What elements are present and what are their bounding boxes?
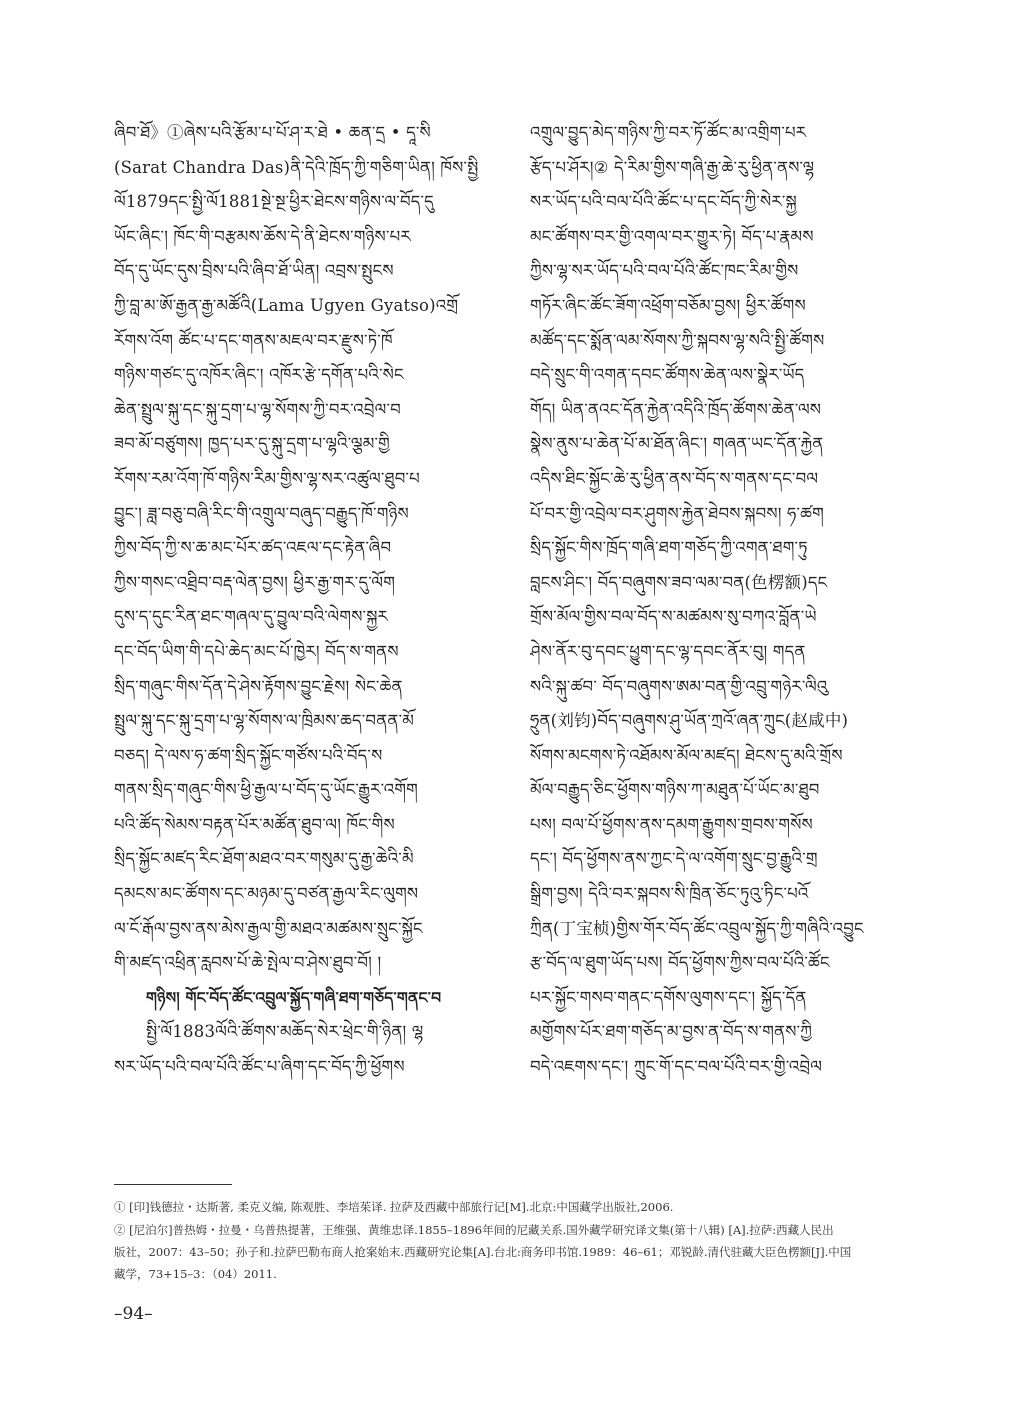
text-line: བདེ་སྲུང་གི་འགན་དབང་ཚོགས་ཆེན་ལས་སྣེར་ཡོད [530, 365, 805, 385]
text-line: ཀྱིས་བོད་ཀྱི་ས་ཆ་མང་པོར་ཚད་འཇལ་དང་རྟེན་ཞིབ [114, 538, 392, 558]
footnote-text: ① [印]钱德拉・达斯著, 柔克义编, 陈观胜、李培茱译. 拉萨及西藏中部旅行记[M].北京:中国藏学出版社,2006. [114, 1200, 674, 1214]
text-line: ཞིབ་ཐོ》①ཞེས་པའི་རྩོམ་པ་པོ་ཤ་ར་ཐེ • ཆན་དྲ • དཱ་སི [114, 123, 431, 142]
text-line: འགྲུལ་བྱུད་མེད་གཉིས་ཀྱི་བར་ཏོ་ཚོང་མ་འགྲིག་པར [530, 123, 807, 142]
text-line: ཧྲུན(刘钧)བོད་བཞུགས་ཤུ་ཡོན་ཀྲའོ་ཞན་ཀྲུང(赵咸中) [530, 711, 849, 731]
page-number: –94– [114, 1304, 153, 1324]
text-line: ལ་ངོ་རྒོལ་བྱས་ནས་མེས་རྒྱལ་གྱི་མཐའ་མཚམས་སྲུང་སྐྱོང [114, 918, 423, 938]
text-line: ཀྱིས་ལྷ་སར་ཡོད་པའི་བལ་པོའི་ཚོང་ཁང་རིམ་གྱིས [530, 261, 799, 281]
text-line: དུས་ད་དུང་རིན་ཐང་གཞལ་དུ་བྱུལ་བའི་ལེགས་སྐྱར [114, 607, 389, 627]
text-line: གནས་སྲིད་གཞུང་གིས་ཕྱི་རྒྱལ་པ་བོད་དུ་ཡོང་རྒྱུར་འགོག [114, 780, 418, 800]
text-line: དང་བོད་ཡིག་གི་དཔེ་ཆེད་མང་པོ་ཁྱེར། བོད་ས་གནས [114, 641, 399, 661]
text-line: སྣེས་ནུས་པ་ཆེན་པོ་མ་ཐོན་ཞིང་། གཞན་ཡང་དོན་རྐྱེན [530, 434, 824, 454]
left-column [114, 116, 498, 1085]
text-line: བྱུང་། ཟླ་བཅུ་བཞི་རིང་གི་འགྲུལ་བཞུད་བརྒྱུད་ཁོ་གཉིས [114, 503, 409, 523]
text-line: པར་སྐྱོང་གསབ་གནང་དགོས་ལུགས་དང་། སྐྱོད་དོན [530, 987, 807, 1007]
text-line: ལོ1879དང་སྤྱི་ལོ1881སྔེ་སྔ་ཕྱིར་ཐེངས་གཉིས་ལ་བོད་དུ [114, 192, 434, 212]
text-line: སར་ཡོད་པའི་བལ་པོའི་ཚོང་པ་ཞིག་དང་བོད་ཀྱི་ཕྱོགས [114, 1057, 405, 1077]
text-line: བདེ་འཇགས་དང་། ཀྲུང་གོ་དང་བལ་པོའི་བར་གྱི་འབྲེལ [530, 1057, 823, 1077]
text-line: སྒྲིག་བྱས། དེའི་བར་སྐབས་སི་ཁྲིན་ཅོང་ཏུའུ་ཏིང་པའོ [530, 884, 809, 904]
text-line: སྤྲུལ་སྐུ་དང་སྐུ་དྲག་པ་ལྷ་སོགས་ལ་ཁྲིམས་ཆད་བནན་མོ [114, 711, 415, 731]
text-line: རོགས་འོག ཚོང་པ་དང་གནས་མཇལ་བར་རྫུས་ཏེ་ཁོ [114, 330, 393, 350]
text-line: (Sarat Chandra Das)ནི་དེའི་ཁྲོད་ཀྱི་གཅིག་ཡིན། ཁོས་སྤྱི [114, 157, 479, 177]
text-line: ཡོང་ཞིང་། ཁོང་གི་བརྩམས་ཆོས་དེ་ནི་ཐེངས་གཉིས་པར [114, 226, 411, 246]
text-line: དམངས་མང་ཚོགས་དང་མཉམ་དུ་བཙན་རྒྱལ་རིང་ལུགས [114, 884, 419, 904]
text-line: མཚོད་དང་སྨོན་ལམ་སོགས་ཀྱི་སྐབས་ལྷ་སའི་སྤྱི་ཚོགས [530, 330, 825, 350]
footnote-divider [114, 1184, 232, 1185]
footnote-text: ② [尼泊尔]普热姆・拉曼・乌普热提著，王维强、黄维忠译.1855–1896年间的尼藏关系.国外藏学研究译文集(第十八辑) [A].拉萨:西藏人民出 [114, 1223, 834, 1237]
text-line: པའི་ཚོད་སེམས་བརྟན་པོར་མཚོན་ཐུབ་ལ། ཁོང་གིས [114, 814, 395, 834]
text-line: དང་། བོད་ཕྱོགས་ནས་ཀྱང་དེ་ལ་འགོག་སྲུང་བྱ་རྒྱུའི་གྲ [530, 849, 818, 869]
text-line: སྲིད་གཞུང་གིས་དོན་དེ་ཤེས་རྟོགས་བྱུང་རྗེས། སེང་ཆེན [114, 676, 403, 696]
text-line: སའི་སྐུ་ཚབ་ བོད་བཞུགས་ཨམ་བན་གྱི་འབྲུ་གཉེར་ལིའུ [530, 676, 828, 696]
text-line: གཏོར་ཞིང་ཚོང་ཟོག་འཕྲོག་བཅོམ་བྱས། ཕྱིར་ཚོགས [530, 295, 806, 315]
right-column [530, 116, 914, 1085]
footnote-text: 版社，2007：43–50；孙子和.拉萨巴勒布商人抢案始末.西藏研究论集[A].台北:商务印书馆.1989：46–61；邓锐龄.清代驻藏大臣色楞额[J].中国 [114, 1245, 852, 1259]
text-line: བླངས་ཤིང་། བོད་བཞུགས་ཟབ་ལམ་བན(色楞额)དང [530, 572, 828, 592]
text-line: བཅད། དེ་ལས་ཧ་ཚག་སྲིད་སྐྱོང་གཙོས་པའི་བོད་ས [114, 745, 383, 765]
text-line: འདིས་ཐིང་སྐྱོང་ཆེ་རུ་ཕྱིན་ནས་བོད་ས་གནས་དང་བལ [530, 468, 819, 488]
text-line: ཀྱིས་གསང་འཐྲིབ་བརྡ་ལེན་བྱས། ཕྱིར་རྒྱ་གར་དུ་ལོག [114, 572, 396, 592]
text-line: སྲིད་སྐྱོང་གིས་ཁྲོད་གཞི་ཐག་གཅོད་ཀྱི་འགན་ཐག་ཏུ [530, 538, 808, 558]
footnote-text: 藏学，73+15–3：（04）2011. [114, 1267, 277, 1281]
text-line: གོད། ཡིན་ནའང་དོན་རྐྱེན་འདིའི་ཁྲོད་ཚོགས་ཆེན་ལས [530, 399, 822, 419]
text-line: གྲོས་མོལ་གྱིས་བལ་བོད་ས་མཚམས་སུ་བཀའ་བློན་ཡེ [530, 607, 817, 627]
text-line: མགྱོགས་པོར་ཐག་གཅོད་མ་བྱས་ན་བོད་ས་གནས་ཀྱི [530, 1022, 813, 1042]
text-line: གཉིས་གཙང་དུ་འཁོར་ཞིང་། འཁོར་རྩེ་དགོན་པའི་སེང [114, 365, 404, 385]
text-line: ཟབ་མོ་བཙུགས། ཁྱད་པར་དུ་སྐུ་དྲག་པ་ལྷའི་ལྕམ་གྱི [114, 434, 390, 454]
text-line: བོད་དུ་ཡོང་དུས་བྲིས་པའི་ཞིབ་ཐོ་ཡིན། འབྲས་སྤུངས [114, 261, 394, 281]
section-heading: གཉིས། གོང་བོད་ཚོང་འབྲུལ་སྐྱོད་གཞི་ཐག་གཅོད་གནང་བ [146, 987, 442, 1007]
text-line: པོ་བར་གྱི་འབྲེལ་བར་ཤུགས་རྐྱེན་ཐེབས་སྐབས། ཧ་ཚག [530, 503, 824, 523]
text-line: མོལ་བརྒྱུད་ཅིང་ཕྱོགས་གཉིས་ཀ་མཐུན་པོ་ཡོང་མ་ཐུབ [530, 780, 820, 800]
footnote-1 [114, 1196, 920, 1218]
text-line: རྩོད་པ་ཤོར།② དེ་རིམ་གྱིས་གཞི་རྒྱ་ཆེ་རུ་ཕྱིན་ནས་ལྷ [530, 157, 815, 177]
text-line: སར་ཡོད་པའི་བལ་པོའི་ཚོང་པ་དང་བོད་ཀྱི་སེར་སྐྱ [530, 192, 797, 212]
text-line: རོགས་རམ་འོག་ཁོ་གཉིས་རིམ་གྱིས་ལྷ་སར་འཚུལ་ཐུབ་པ [114, 468, 420, 488]
text-line: པས། བལ་པོ་ཕྱོགས་ནས་དམག་རྒྱུགས་གྲབས་གསོས [530, 814, 813, 834]
text-line: མང་ཚོགས་བར་གྱི་འགལ་བར་གྱུར་ཏེ། བོད་པ་རྣམས [530, 226, 814, 246]
text-line: ཤེས་ནོར་བུ་དབང་ཕྱུག་དང་ལྷ་དབང་ནོར་བུ། གདན [530, 641, 806, 661]
text-line: སྤྱི་ལོ1883ལོའི་ཚོགས་མཆོད་སེར་ཕྲེང་གི་ཉིན། ལྷ [146, 1022, 424, 1042]
text-line: ཀྲིན(丁宝桢)གྱིས་གོར་བོད་ཚོང་འབྲུལ་སྐྱོད་ཀྱི་གཞིའི་འབྱུང [530, 918, 864, 938]
text-line: ཀྱི་བླ་མ་ཨོ་རྒྱན་རྒྱ་མཚོའི(Lama Ugyen Gyatso)འགྲོ [114, 295, 459, 315]
text-line: སྲིད་སྐྱོང་མཛད་རིང་ཐོག་མཐའ་བར་གསུམ་དུ་རྒྱ་ཆེའི་མི [114, 849, 414, 869]
text-line: གི་མཛད་འཕྲིན་རླབས་པོ་ཆེ་སྤེལ་བ་ཤེས་ཐུབ་བོ། ། [114, 953, 382, 973]
text-line: རྩ་བོད་ལ་ཐུག་ཡོད་པས། བོད་ཕྱོགས་ཀྱིས་བལ་པོའི་ཚོང [530, 953, 830, 973]
text-line: ཆེན་སྤྲུལ་སྐུ་དང་སྐུ་དྲག་པ་ལྷ་སོགས་ཀྱི་བར་འབྲེལ་བ [114, 399, 401, 419]
footnote-2 [114, 1219, 920, 1285]
text-line: སོགས་མངགས་ཏེ་འཐོམས་མོལ་མཛད། ཐེངས་དུ་མའི་གྲོས [530, 745, 843, 765]
